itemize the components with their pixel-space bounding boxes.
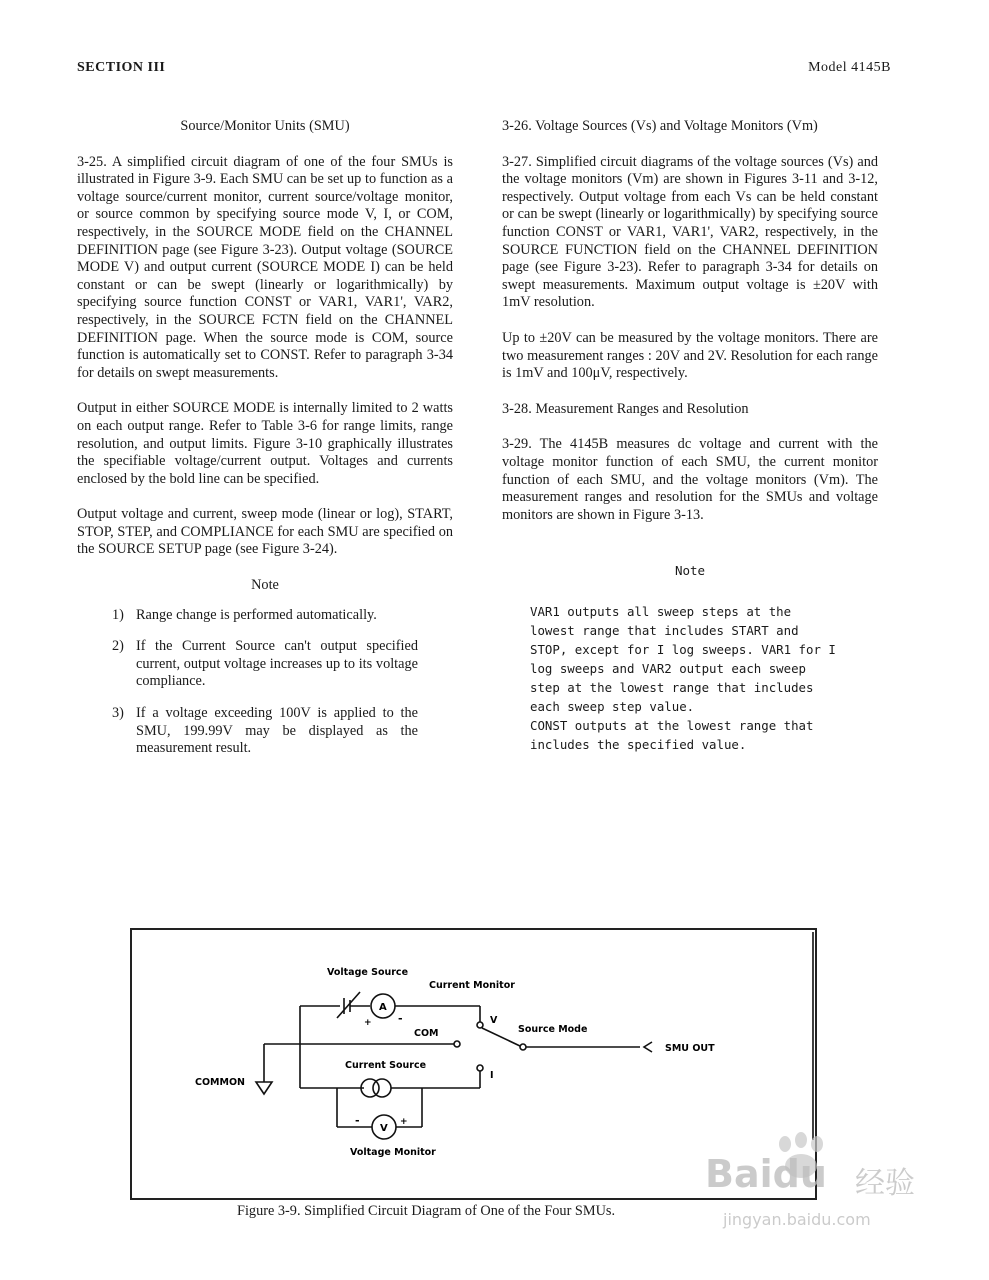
model-header: Model 4145B xyxy=(808,60,891,75)
voltmeter-plus: + xyxy=(400,1117,408,1127)
section-header: SECTION III xyxy=(77,60,166,75)
label-voltage-monitor: Voltage Monitor xyxy=(350,1147,436,1158)
right-column xyxy=(502,118,878,754)
left-note-title: Note xyxy=(251,577,279,594)
list-item: 3) If a voltage exceeding 100V is applied to the SMU, 199.99V may be displayed as the measurement result. xyxy=(112,705,418,757)
note-list xyxy=(112,607,418,758)
watermark-cn: 经验 xyxy=(855,1166,915,1201)
ranges-heading: 3-28. Measurement Ranges and Resolution xyxy=(502,400,749,417)
label-current-monitor: Current Monitor xyxy=(429,980,515,991)
label-current-source: Current Source xyxy=(345,1060,427,1071)
note-line-const: CONST outputs at the lowest range that includes the specified value. xyxy=(530,717,814,752)
left-column xyxy=(77,118,453,772)
paragraph-3-25: 3-25. A simplified circuit diagram of one of the four SMUs is illustrated in Figure 3-9. Each SMU can be set up to function as a voltage source/current monitor, current source/voltage monitor, or source common by specifying source mode V, I, or COM, respectively, in the SOURCE MODE field on the CHANNEL DEFINITION page (see Figure 3-23). Output voltage (SOURCE MODE V) and output current (SOURCE MODE I) can be held constant or can be swept (linearly or logarithmically) by specifying source function CONST or VAR1, VAR1', VAR2, respectively, in the SOURCE FCTN field on the CHANNEL DEFINITION page. When the source mode is COM, source function is automatically set to CONST. Refer to paragraph 3-34 for details on swept measurements. xyxy=(77,153,453,381)
figure-caption: Figure 3-9. Simplified Circuit Diagram of One of the Four SMUs. xyxy=(237,1203,616,1219)
label-v-contact: V xyxy=(490,1015,498,1026)
right-note-body xyxy=(530,602,840,754)
paragraph-vm-range: Up to ±20V can be measured by the voltage monitors. There are two measurement ranges : 20V and 2V. Resolution for each range is 1mV and 100μV, respectively. xyxy=(502,329,878,382)
smu-heading: Source/Monitor Units (SMU) xyxy=(180,118,350,134)
label-i-contact: I xyxy=(490,1070,494,1081)
ammeter-symbol: A xyxy=(379,1002,387,1013)
label-voltage-source: Voltage Source xyxy=(327,967,409,978)
watermark-url: jingyan.baidu.com xyxy=(723,1210,871,1229)
label-common: COMMON xyxy=(195,1077,245,1088)
baidu-watermark xyxy=(705,1132,955,1242)
voltmeter-minus: - xyxy=(355,1114,360,1127)
list-item: 2) If the Current Source can't output specified current, output voltage increases up to its voltage compliance. xyxy=(112,638,418,690)
ammeter-minus: - xyxy=(398,1012,403,1025)
list-item: 1) Range change is performed automatically. xyxy=(112,606,377,623)
vs-vm-heading: 3-26. Voltage Sources (Vs) and Voltage Monitors (Vm) xyxy=(502,118,818,134)
voltmeter-symbol: V xyxy=(380,1123,388,1134)
paragraph-3-29: 3-29. The 4145B measures dc voltage and current with the voltage monitor function of each SMU, the current monitor function of each SMU, and the voltage monitors (Vm). The measurement ranges and resolution for the SMUs and voltage monitors are shown in Figure 3-13. xyxy=(502,436,878,523)
paragraph-output-limit: Output in either SOURCE MODE is internally limited to 2 watts on each output range. Refer to Table 3-6 for range limits, range resolution, and output limits. Figure 3-10 graphically illustrates the specifiable voltage/current output. Voltages and currents enclosed by the bold line can be specified. xyxy=(77,400,453,487)
label-smu-out: SMU OUT xyxy=(665,1043,715,1054)
paragraph-source-setup: Output voltage and current, sweep mode (linear or log), START, STOP, STEP, and COMPLIANCE for each SMU are specified on the SOURCE SETUP page (see Figure 3-24). xyxy=(77,506,453,558)
right-note-title: Note xyxy=(674,563,706,579)
watermark-brand: Baidu xyxy=(705,1152,827,1196)
paragraph-3-27: 3-27. Simplified circuit diagrams of the voltage sources (Vs) and the voltage monitors (Vm) are shown in Figures 3-11 and 3-12, respectively. Output voltage from each Vs can be held constant or can be swept (linearly or logarithmically) by specifying source function CONST or VAR1, VAR1', VAR2, respectively, in the SOURCE FUNCTION field on the CHANNEL DEFINITION page (see Figure 3-23). Refer to paragraph 3-34 for details on swept measurements. Maximum output voltage is ±20V with 1mV resolution. xyxy=(502,153,878,311)
ammeter-plus: + xyxy=(364,1018,372,1028)
label-source-mode: Source Mode xyxy=(518,1024,588,1035)
note-line-var1: VAR1 outputs all sweep steps at the lowest range that includes START and STOP, except for I log sweeps. VAR1 for I log sweeps and VAR2 output each sweep step at the lowest range that includes each sweep step value. xyxy=(530,603,836,714)
label-com: COM xyxy=(414,1028,439,1039)
